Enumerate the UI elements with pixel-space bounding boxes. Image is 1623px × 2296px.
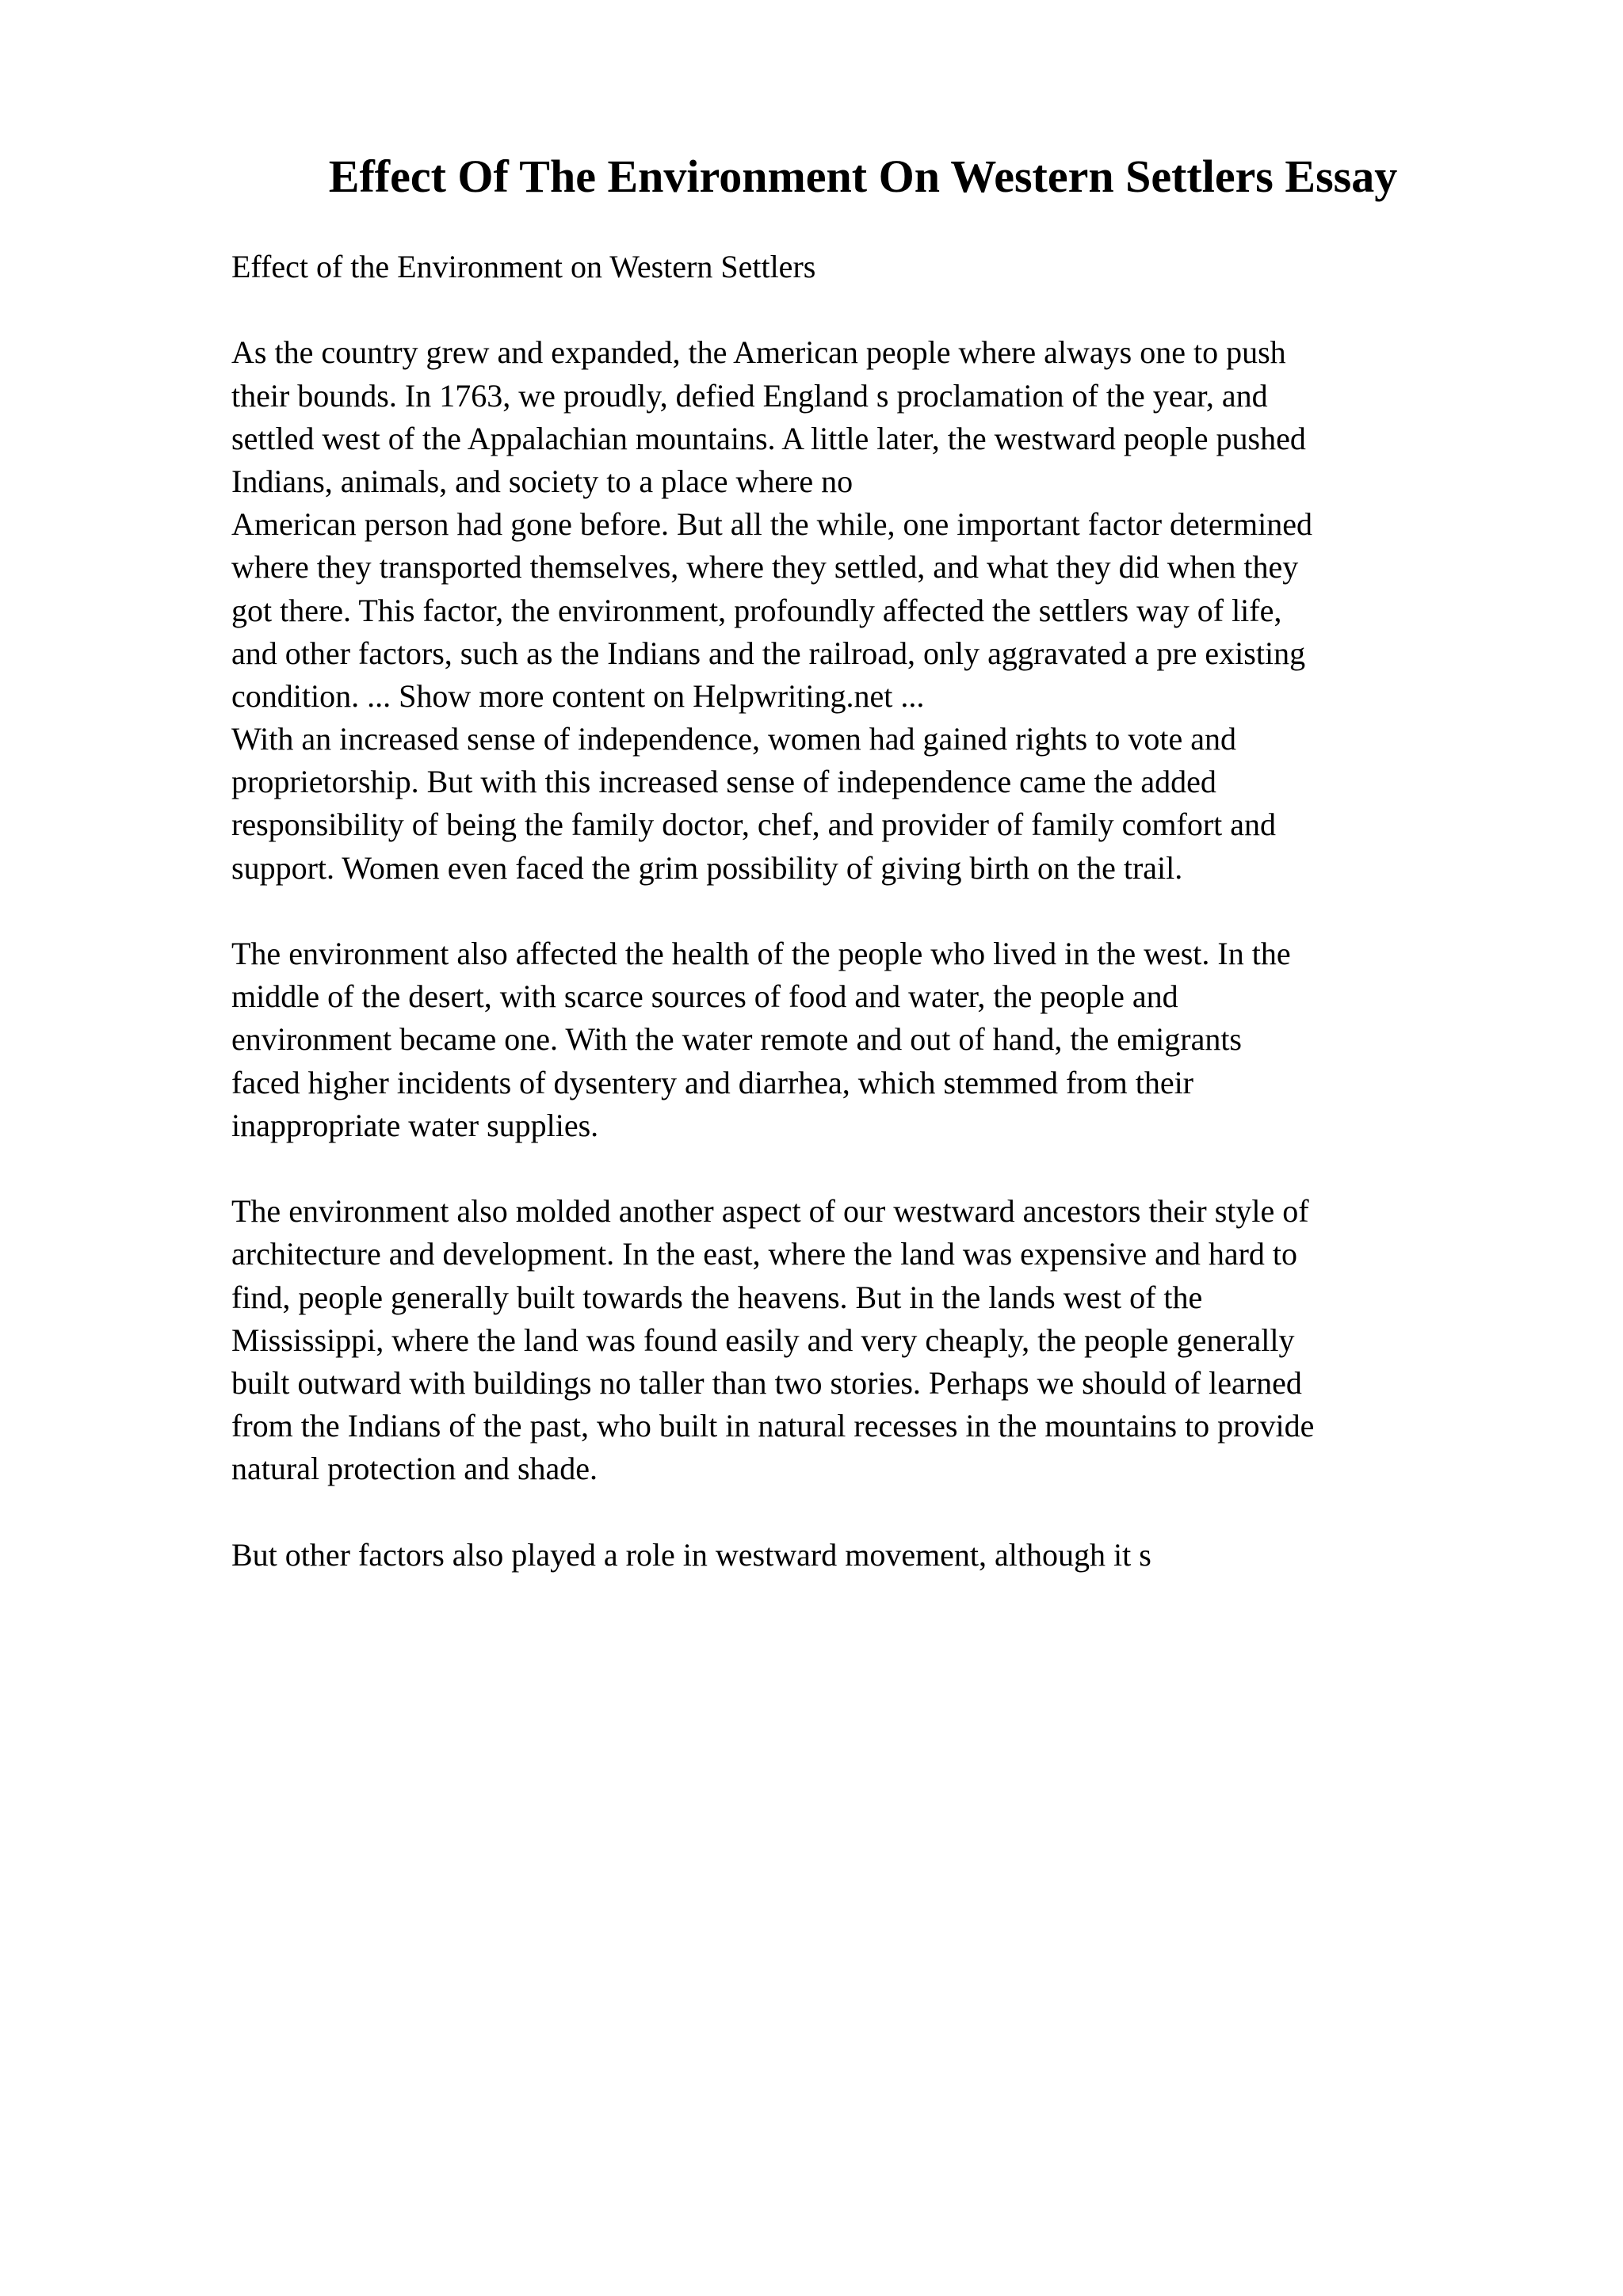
text-line: condition. ... Show more content on Helpwriting.net ... xyxy=(231,677,925,714)
paragraph-spacer xyxy=(231,1490,1515,1533)
paragraph-4 xyxy=(231,1534,1515,1577)
paragraph-3 xyxy=(231,1190,1515,1490)
text-line: Indians, animals, and society to a place where no xyxy=(231,463,854,499)
text-line: find, people generally built towards the heavens. But in the lands west of the xyxy=(231,1279,1203,1315)
paragraph-spacer xyxy=(231,288,1515,331)
paragraph-spacer xyxy=(231,1147,1515,1190)
document-body xyxy=(231,246,1515,1577)
text-line: inappropriate water supplies. xyxy=(231,1107,599,1143)
text-line: The environment also affected the health of the people who lived in the west. In the xyxy=(231,936,1291,971)
text-line: faced higher incidents of dysentery and diarrhea, which stemmed from their xyxy=(231,1064,1194,1100)
text-line: The environment also molded another aspect of our westward ancestors their style of xyxy=(231,1193,1309,1230)
paragraph-1 xyxy=(231,331,1515,889)
text-line: support. Women even faced the grim possibility of giving birth on the trail. xyxy=(231,849,1183,886)
paragraph-spacer xyxy=(231,890,1515,933)
text-line: With an increased sense of independence, women had gained rights to vote and xyxy=(231,721,1236,757)
text-line: built outward with buildings no taller than two stories. Perhaps we should of learned xyxy=(231,1364,1302,1401)
text-line: proprietorship. But with this increased sense of independence came the added xyxy=(231,764,1216,800)
text-line: Mississippi, where the land was found easily and very cheaply, the people generally xyxy=(231,1322,1295,1358)
text-line: natural protection and shade. xyxy=(231,1451,598,1487)
document-subtitle: Effect of the Environment on Western Settlers xyxy=(231,249,816,284)
text-line: settled west of the Appalachian mountains. A little later, the westward people pushed xyxy=(231,420,1306,456)
text-line: from the Indians of the past, who built in natural recesses in the mountains to provide xyxy=(231,1408,1315,1444)
text-line: and other factors, such as the Indians and the railroad, only aggravated a pre existing xyxy=(231,635,1306,671)
text-line: environment became one. With the water remote and out of hand, the emigrants xyxy=(231,1021,1242,1058)
text-line: where they transported themselves, where they settled, and what they did when they xyxy=(231,549,1299,585)
document-title: Effect Of The Environment On Western Settlers Essay xyxy=(328,151,1398,202)
text-line: As the country grew and expanded, the American people where always one to push xyxy=(231,334,1286,371)
text-line: responsibility of being the family doctor, chef, and provider of family comfort and xyxy=(231,807,1277,843)
text-line: American person had gone before. But all the while, one important factor determined xyxy=(231,506,1312,543)
paragraph-2 xyxy=(231,933,1515,1147)
text-line: their bounds. In 1763, we proudly, defied England s proclamation of the year, and xyxy=(231,377,1268,414)
text-line: middle of the desert, with scarce sources of food and water, the people and xyxy=(231,978,1178,1015)
text-line: But other factors also played a role in westward movement, although it s xyxy=(231,1536,1151,1573)
text-line: got there. This factor, the environment, profoundly affected the settlers way of life, xyxy=(231,592,1282,628)
text-line: architecture and development. In the east, where the land was expensive and hard to xyxy=(231,1236,1298,1272)
